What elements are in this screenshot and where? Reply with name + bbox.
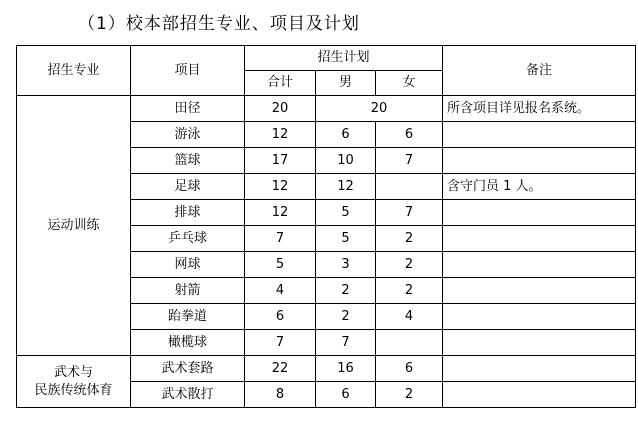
row-total: 4 xyxy=(245,278,316,304)
table-row xyxy=(17,356,636,382)
row-female: 6 xyxy=(376,356,443,382)
row-item: 足球 xyxy=(131,174,245,200)
row-total: 7 xyxy=(245,226,316,252)
row-total: 7 xyxy=(245,330,316,356)
row-total: 17 xyxy=(245,148,316,174)
row-female: 2 xyxy=(376,226,443,252)
header-male: 男 xyxy=(316,71,376,96)
row-note xyxy=(443,148,636,174)
row-total: 8 xyxy=(245,382,316,408)
header-note: 备注 xyxy=(443,46,636,96)
row-total: 12 xyxy=(245,174,316,200)
row-female: 4 xyxy=(376,304,443,330)
row-total: 20 xyxy=(245,96,316,122)
row-total: 5 xyxy=(245,252,316,278)
page-title: （1）校本部招生专业、项目及计划 xyxy=(78,14,360,34)
row-item: 武术散打 xyxy=(131,382,245,408)
row-female: 7 xyxy=(376,148,443,174)
row-male: 7 xyxy=(316,330,376,356)
row-note xyxy=(443,330,636,356)
row-item: 跆拳道 xyxy=(131,304,245,330)
row-item: 排球 xyxy=(131,200,245,226)
row-total: 12 xyxy=(245,122,316,148)
row-female: 2 xyxy=(376,252,443,278)
row-female: 2 xyxy=(376,278,443,304)
row-note xyxy=(443,278,636,304)
row-item: 武术套路 xyxy=(131,356,245,382)
header-major: 招生专业 xyxy=(17,46,131,96)
group-major-line2: 民族传统体育 xyxy=(34,382,113,398)
row-item: 射箭 xyxy=(131,278,245,304)
row-note xyxy=(443,200,636,226)
row-female: 6 xyxy=(376,122,443,148)
row-male: 2 xyxy=(316,304,376,330)
row-male: 16 xyxy=(316,356,376,382)
row-item: 游泳 xyxy=(131,122,245,148)
header-total: 合计 xyxy=(245,71,316,96)
row-item: 乒乓球 xyxy=(131,226,245,252)
row-female: 2 xyxy=(376,382,443,408)
table-header-row xyxy=(17,46,636,71)
header-item: 项目 xyxy=(131,46,245,96)
row-note: 所含项目详见报名系统。 xyxy=(443,96,636,122)
header-plan: 招生计划 xyxy=(245,46,443,71)
row-note: 含守门员 1 人。 xyxy=(443,174,636,200)
row-male: 6 xyxy=(316,382,376,408)
row-total: 22 xyxy=(245,356,316,382)
group-major-wushu xyxy=(17,356,131,408)
table-row xyxy=(17,96,636,122)
row-total: 12 xyxy=(245,200,316,226)
row-note xyxy=(443,122,636,148)
group-major-line1: 武术与 xyxy=(53,364,93,380)
row-female xyxy=(376,330,443,356)
row-item: 橄榄球 xyxy=(131,330,245,356)
row-note xyxy=(443,252,636,278)
row-male: 6 xyxy=(316,122,376,148)
row-male: 10 xyxy=(316,148,376,174)
group-major-sports-training: 运动训练 xyxy=(17,96,131,356)
row-item: 网球 xyxy=(131,252,245,278)
row-male: 2 xyxy=(316,278,376,304)
enrollment-plan-table xyxy=(16,45,636,408)
row-note xyxy=(443,356,636,382)
row-male-female-combined: 20 xyxy=(316,96,443,122)
header-female: 女 xyxy=(376,71,443,96)
row-note xyxy=(443,382,636,408)
row-male: 5 xyxy=(316,200,376,226)
row-female: 7 xyxy=(376,200,443,226)
row-item: 篮球 xyxy=(131,148,245,174)
row-total: 6 xyxy=(245,304,316,330)
row-male: 3 xyxy=(316,252,376,278)
row-male: 12 xyxy=(316,174,376,200)
row-female xyxy=(376,174,443,200)
row-note xyxy=(443,226,636,252)
row-male: 5 xyxy=(316,226,376,252)
row-note xyxy=(443,304,636,330)
row-item: 田径 xyxy=(131,96,245,122)
